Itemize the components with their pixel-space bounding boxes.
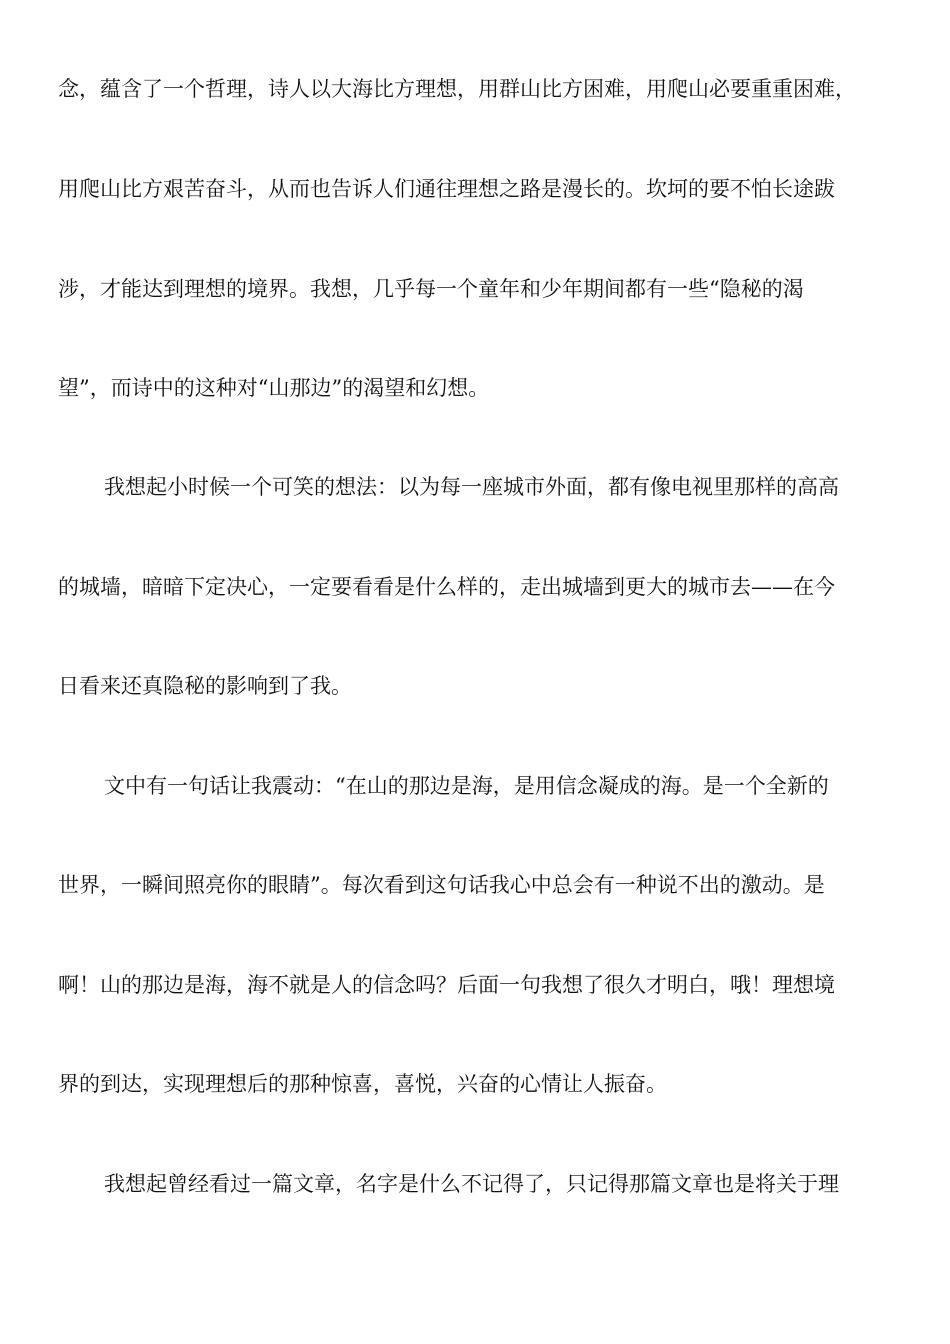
text-line: 用爬山比方艰苦奋斗，从而也告诉人们通往理想之路是漫长的。坎坷的要不怕长途跋 — [58, 177, 835, 201]
paragraph-first-line: 我想起小时候一个可笑的想法：以为每一座城市外面，都有像电视里那样的高高 — [104, 475, 839, 499]
text-line: 啊！山的那边是海，海不就是人的信念吗？后面一句我想了很久才明白，哦！理想境 — [58, 973, 835, 997]
text-line: 涉，才能达到理想的境界。我想，几乎每一个童年和少年期间都有一些“隐秘的渴 — [58, 277, 804, 301]
text-line: 日看来还真隐秘的影响到了我。 — [58, 674, 352, 698]
text-line: 界的到达，实现理想后的那种惊喜，喜悦，兴奋的心情让人振奋。 — [58, 1072, 667, 1096]
paragraph-first-line: 文中有一句话让我震动：“在山的那边是海，是用信念凝成的海。是一个全新的 — [104, 774, 829, 798]
text-line: 望”，而诗中的这种对“山那边”的渴望和幻想。 — [58, 376, 490, 400]
text-line: 的城墙，暗暗下定决心，一定要看看是什么样的，走出城墙到更大的城市去——在今 — [58, 575, 835, 599]
text-line: 念，蕴含了一个哲理，诗人以大海比方理想，用群山比方困难，用爬山必要重重困难， — [58, 77, 856, 101]
text-line: 世界，一瞬间照亮你的眼睛”。每次看到这句话我心中总会有一种说不出的激动。是 — [58, 873, 825, 897]
paragraph-first-line: 我想起曾经看过一篇文章，名字是什么不记得了，只记得那篇文章也是将关于理 — [104, 1172, 839, 1196]
